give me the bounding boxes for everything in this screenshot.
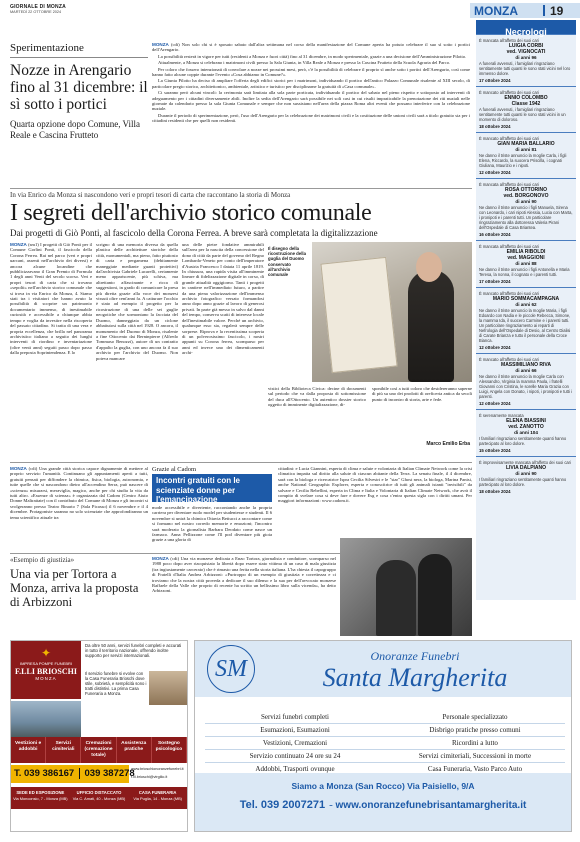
obituary-text: A funerali avvenuti, i famigliari ringraziano sentitamente tutti quanti le sono stati vicini nel loro immenso dolore. [479,61,571,76]
brioschi-email[interactable]: f.lli.brioschi@virgilio.it [131,775,168,779]
brioschi-intro: Da oltre 50 anni, servizi funebri completi e accurati in tutto il territorio nazionale, offrendo inoltre supporto per servizi internazionali. [85,643,182,659]
brioschi-company: F.LLI BRIOSCHI [15,667,77,676]
obituary-date: 17 ottobre 2024 [479,279,511,284]
archive-overline: In via Enrico da Monza si nascondono veri e propri tesori di carta che raccontano la storia di Monza [10,191,291,199]
section-label: MONZA [474,4,518,18]
brioschi-office [70,787,129,809]
obituary-name: LUIGIA CORBI [508,43,544,49]
obituary-entry [476,178,576,240]
cadom-col-1: mode accessibile e divertente, raccontando anche la propria carriera per diventare ruolo model per studentesse e studenti. Il 6 novembre si unirà la chimica Ottavia Bettucci a raccontare come si formano nel nostro corredo memorie e emozioni; l'incontro sarà moderato la giornalista Barbara Deodato come nasce un farmaco. Anna Pellizzone come l'll pod diventare più gioia grazie a una gloria di [152,505,272,543]
obituary-age: di anni 90 [515,471,537,476]
story-divider-2 [10,462,472,463]
margherita-service-item: Ricordini a lutto [385,737,565,750]
obituary-entry [476,86,576,132]
obituary-intro: È mancata all'affetto dei suoi cari [479,244,539,249]
obituary-subname: ved. MAGGIONI [507,255,545,261]
paper-name: GIORNALE DI MONZA [10,4,66,10]
obituary-list [476,34,576,497]
margherita-ad [194,640,572,832]
obituary-text: Ne danno il triste annuncio la moglie Carla, i figli Elena, Riccardo, la suocera Priscilla, i cognati Giuliana, Maurizio e i nipoti. [479,153,567,168]
obituary-intro: È mancato all'affetto dei suoi cari [479,136,539,141]
margherita-service-item: Addobbi, Trasporti ovunque [205,763,385,776]
portrait-figure-2 [418,554,452,636]
obituary-name: ROSA OTTORINO [505,187,547,193]
obituary-text: Ne danno il triste annuncio la moglie Maria, i figli Edoardo con Nadia e le piccole Rebecca, Simone, la mamma Ida, il suocero Carmine e i parenti tutti. Un particolare ringraziamento ai reparti di Nefrologia dell'Ospedale di Desio, al Centro Dialisi di Carate Brianza e tutto il personale della Croce Bianca. [479,308,571,343]
page-header [0,0,580,18]
cadom-col-2: cittadini: e Lucia Giannini, esperta di clima e salute e volontaria di Italian Climate Network come la crisi climatica impatta sul diritto alla salute di ciascun abitante della Terra. La senatu finale, il 4 dicembre, sarà con la biologa e ricercatrice Ispra Cecilia Silvestri e le "star" Ghost nera, la biologa, Marina Panisi, anche National Geographic Explorer, esperta e conoscitrice di tutti gli animali istanti "invisibili" da salvare e Cecilia Rebellini, esperta in Clima e Italia e Volontaria di Italian Climate Network, che avrà il compito di svelare cosa si deve fare e dovere Esg e cosa c'entra questa sigla con i diritti umani. Per maggiori informazioni: www.cadom.it. [278,466,472,504]
science-intro: MONZA (cdi) Una grande città storica capace dignamente di mettere al proprio servizio l'umanità. Continuano gli appuntamenti aperti a tutti, gratuiti pensati per diffondere la chimica, fisica, biologia, astronomia, e tutte quelle che si nascondono dietro all'accendino Serra, può nascere di «scienza» misurarsi, meraviglia, magico, anche per chi studia la vita da tutti altro. «Essenze di scienza» è organizzata dal Cadom (Centro Aiuto Donne Maltrattate) con il contributo del Comune di Monza e gli incontri si svolgeranno presso Teatro Binario 7 (Sala Picasso) il 6 novembre e il 4 dicembre. Protagoniste saranno no solo scienziate che approfondiranno un tema scientifico attuale tra [10,466,148,520]
archive-caption: Il disegno della ricostruzione della guglia del Duomo conservato all'archivio comunale [268,246,306,278]
obituary-name: EMILIA RIBOLDI [506,249,546,255]
page-number: 19 [550,4,564,18]
necrologi-heading-bar [476,20,576,37]
brioschi-logo-box [11,641,81,699]
margherita-monogram: SM [207,645,255,693]
brioschi-offices [11,787,187,809]
margherita-title: Santa Margherita [322,663,508,692]
obituary-age: di anni 90 [515,199,537,204]
obituary-age: di anni 81 [515,147,537,152]
archive-col-3: una delle pietre fondative ammirabili sull'area per la nascita della concessione del dono di città da parte del governo del Regno Lombardo-Veneto per conto dell'imperatore d'Austria Francesco I datata 11 aprile 1819. In chiusura, una rapida visita all'imminente lineare di fidelizzazione digitale in corso, di grande attualità oggigiorno. Tanti i progetti in cantiere nell'immediato futuro, a partire da una piena valorizzazione dell'immenso archivio fotografico versato formandosi anno dopo anno grazie al lavoro di generosi privati. In parte già messo in salvo dal danni del tempo, conserva scatti di interesse locale dell'inestimabile valore. Perché un archivio, qualunque esso sia, regalerà sempre delle sorprese. Riprova e la recentissima scoperta di un polverosissimo fascicolo, i nostri appunti su Corona ferrea, scomparso per anni ed invece uno dei dimenticamenti archi- [182,242,264,356]
obituary-name: LIVIA DALPIANO [505,465,547,471]
obituary-age: di anni 66 [515,368,537,373]
obituary-subname: ved. BORGONOVO [503,193,549,199]
document-drawing [320,257,397,373]
obituary-intro: È serenamente mancata [479,413,524,418]
section-kicker: Sperimentazione [10,42,84,54]
arengario-body: MONZA (cdi) Non solo chi si è sposato sabato dall'altra settimana nel corso della manifestazione del Comune aperta ha potuto celebrare il suo sì sotto i portici dell'Arengario. La possibilità resterà in vigore per tutti (residenti a Monza e fuori città) fino al 31 dicembre, in modo sperimentale, grazie a una decisione dell'Amministrazione Pilotto. Attualmente, a Monza si celebrano i matrimoni civili presso la Sala Giunta, in Villa Reale a Monza e presso la Cascina Frutteto della Scuola Agraria del Parco. Per coloro che fossero intenzionati di convolare a nozze nei prossimi mesi, però, c'è la possibilità di celebrare il proprio sì anche sotto i portici dell'Arengario, così come hanno fatto alcune coppie durante l'evento «Cosa abbiamo in Comune?». La Giunta Pilotto ha deciso di ampliare l'offerta degli edifici storici per i matrimoni, individuando il portico dell'antico Palazzo Comunale risalente al XIII secolo, di particolare pregio storico, architettonico, ambientale, artistico e turistico per disciplinarne la gratuità di «Casa comunale». Ci saranno però alcuni vincoli: la cerimonia sarà limitata alla sola parte porticata, individuando il portico del sabato nel pieno rispetto e sottoposto ad interventi di adeguamento per i cittadini diversamente abili. Inoltre la sedta dell'Arengario sarà possibile nei soli casi in cui risulti impraticabile la prenotazione dei riti nuziali nelle giornate da calendario presso la sala Giunta Comunale e sempre che non sussistano nell'area della piazza Roma altri eventi che possano interferire con la celebrazione nuziale. Durante il periodo di sperimentazione, però, l'uso dell'Arengario per la celebrazione dei matrimoni civili e la costituzione delle unioni civili sarà a titolo gratuito sia per i cittadini residenti che per quelli non residenti. [152,42,470,124]
section-tab [470,3,580,18]
margherita-service-item: Casa Funeraria, Vasto Parco Auto [385,763,565,776]
contact-separator: - [329,799,336,811]
kicker-rule [10,57,148,58]
margherita-service-item: Servizi cimiteriali, Successioni in morte [385,750,565,763]
brioschi-contacts [131,765,187,781]
margherita-services-right [385,711,565,776]
archive-col-5: sponibile così a tutti coloro che desidereranno saperne di più su uno dei prodotti di oreficeria antica da secoli punto di incontro di storia, arte e fede. [372,386,472,402]
archive-subheadline: Dai progetti di Giò Ponti, al fascicolo della Corona Ferrea. A breve sarà completata la digitalizzazione [10,228,378,238]
obituary-name: ENNIO COLOMBO [504,95,548,101]
margherita-website[interactable]: www.onoranzefunebrisantamargherita.it [335,800,527,811]
margherita-contact-row [195,795,571,813]
obituary-entry [476,132,576,178]
brioschi-city: MONZA [35,676,57,681]
brioschi-service-item: Cremazioni (cremazione totale) [81,737,116,763]
archive-author: Marco Emilio Erba [426,441,470,447]
brioschi-phones [11,765,135,783]
obituary-age: di anni 96 [515,55,537,60]
margherita-location-bar [195,773,571,831]
obituary-date: 17 ottobre 2024 [479,78,511,83]
obituary-intro: È mancato all'affetto dei suoi cari [479,90,539,95]
margherita-service-item: Servizio continuato 24 ore su 24 [205,750,385,763]
obituary-date: 12 ottobre 2024 [479,401,511,406]
brioschi-building-photo [11,701,81,737]
obituary-intro: È mancata all'affetto dei suoi cari [479,38,539,43]
brioschi-service-item: Assistenza pratiche [117,737,152,763]
brioschi-service-item: Sostegno psicologico [152,737,187,763]
brioschi-company-small: IMPRESA POMPE FUNEBRI [19,661,72,666]
margherita-services-left [205,711,385,776]
arengario-story [10,42,148,187]
margherita-service-item: Personale specializzato [385,711,565,724]
obituary-entry [476,34,576,86]
obituary-subname: ved. VIGNOCATI [506,49,546,55]
obituary-name: ELENA BIASSINI [506,418,546,424]
margherita-service-item: Disbrigo pratiche presso comuni [385,724,565,737]
archivist-figure [408,270,454,382]
margherita-service-item: Servizi funebri completi [205,711,385,724]
obituary-name: MARIO SOMMACAMPAGNA [492,296,560,302]
archive-col-1: MONZA (sm1) I progetti di Giò Ponti per il Comune Gorlini Ponti, il fascicolo della Corona Ferrea. Rai nel parco (veri e propri uarcani, assenti nell'archivio dei diversi) e ancora alcune locandine che pubblicizzavano il Gran Premio di Formula 1 degli anni Venti del secolo scorso. Veri e propri tesori di carta che si trovano «sepolti» nell'archivio storico comunale che si trova in via Enrico da Monza, 4. Siamo stati tra i visitatori che hanno avuto la possibilità di scoprire un patrimonio documentario immenso, di inestimabile curiosità e accessibile a chiunque abbia tempo e voglia da investire nella riscoperta del passato cittadino. Si tratta di una vera e propria eccellenza, che brilla nel panorama archivistico italiano a seguito dei lunghi interventi di riordino e inventariazione (oltre venti anni) seguiti passo dopo passo dalla preposta Soprintendenza. E lo [10,242,92,356]
obituary-subname: Classe 1942 [511,101,541,107]
archivist-head [416,252,442,282]
brioschi-service-text: Il servizio funebre si evolve con la Casa Funeraria Brioschi dove stile, sobrietà, e semplicità sono i tratti distintivi. La prima Casa Funeraria a Monza. [85,671,147,696]
tortora-body: MONZA (cdi) Una via monzese dedicata a Enzo Tortora, giornalista e conduttore, scomparso nel 1988 poco dopo aver riacquistato la libertà dopo essere stato vittima di un caso di mala giustizia (tra ingiustamente carcerato) che è rimasto una ferita nella storia italiana. L'ha chiesta il capogruppo di Fratelli d'Italia Andrea Arbizzoni: «Purtroppo di un esempio di giustizia e correttezza e ci troviamo che la nostra città proveda a dedicare il suo dilenso e la sua per dell'avvocato monzese Raffaele della Valle che proprio di recente ha scritto un bellissimo libro sulla vicenda», ha detto Arbizzoni. [152,556,336,594]
brioschi-office [128,787,187,809]
obituary-intro: È mancato all'affetto dei suoi cari [479,357,539,362]
obituary-age: di anni 62 [515,302,537,307]
cadom-headline-box [152,474,272,502]
brioschi-star-icon: ✦ [40,646,52,660]
margherita-service-item: Vestizioni, Cremazioni [205,737,385,750]
archive-headline: I segreti dell'archivio storico comunale [10,200,372,226]
cadom-headline: Incontri gratuiti con le scienziate donne per l'emancipazione [156,476,241,504]
obituary-entry [476,287,576,353]
obituary-text: I familiari ringraziano sentitamente quanti hanno partecipato al loro dolore. [479,477,567,487]
obituary-age: di anni 88 [515,261,537,266]
obituary-text: Ne danno il triste annuncio i figli Manuela, Sirena con Leonardo, i cari nipoti Alessia, Lucia con Marta, i pronipoti e i parenti tutti. Un particolare ringraziamento alla dottoressa Valeria Pirani dell'Ospedale di Casa Briantea. [479,205,573,230]
margherita-subtitle: Onoranze Funebri [370,649,460,663]
portrait-figure [376,560,416,636]
brioschi-office [11,787,70,809]
obituary-date: 12 ottobre 2024 [479,345,511,350]
archive-col-2: scrigno di una memoria diversa da quella plastica delle architetture storiche della città, monumentali, ma pieno, fatto piuttosto di carta e pergamena (debitamente maneggiate mediante guanti protettivi) dal'archivista Gabriele Lucarelli, certamente meno appariscente, più schiva, ma altrettanto affascinante e ricca di suggestioni, in grado di comunicare la presa più diretta grazie alla voce dei monzesi vissuti oltre cent'anni fa. A catturare l'occhio è stato ad esempio il progetto per la ricostruzione di una delle sei guglie neogotiche che sormontano la facciata del Duomo, danneggiata da un ciclone abbattutosi sulla città nel 1928. O ancora, il monumento del Duomo di Monza, risalente a fine Ottocento dai Berninpierre (Alfredo Tommaso Benozzi), autore di un contratto d'appalto la guglia, con uno ancora fa il suo archivio per l'archivio del Duomo. Non poteva mancare [96,242,178,361]
archive-photo [312,242,472,382]
necrologi-column [476,20,576,600]
necrologi-heading: Necrologi [505,27,547,37]
tortora-headline-block [10,556,148,636]
brioschi-service-item: Vestizioni e addobbi [11,737,46,763]
archive-col-4: vistici della Biblioteca Civica: decine di documenti sul periodo che va dalla proposta di sottomissione del duca all'Ottocento. Un autentico dossier storico oggetto di imminente digitalizzazione, di- [268,386,366,408]
obituary-name: MASSIMILIANO RIVA [501,362,551,368]
margherita-phone[interactable]: Tel. 039 2007271 [239,799,326,811]
headline: Nozze in Arengario fino al 31 dicembre: il sì sotto i portici [10,62,148,113]
section-divider [543,5,545,16]
brioschi-office-label: SEDE ED ESPOSIZIONE [16,790,65,795]
margherita-header [195,641,571,697]
obituary-intro: È improvvisamente mancata all'affetto dei suoi cari [479,460,571,465]
brioschi-website[interactable]: www.brioschionoranzefunebri.it [131,767,184,771]
obituary-intro: È mancato all'affetto dei suoi cari [479,291,539,296]
obituary-entry [476,240,576,287]
obituary-text: A funerali avvenuti, i famigliari ringraziano sentitamente tutti quanti le sono stati vicini in un momento di doloroso. [479,107,566,122]
obituary-entry [476,353,576,409]
obituary-entry [476,456,576,497]
obituary-date: 15 ottobre 2024 [479,448,511,453]
tortora-overline: «Esempio di giustizia» [10,556,75,564]
obituary-text: I familiari ringraziano sentitamente quanti hanno partecipato al loro dolore. [479,436,567,446]
margherita-service-item: Esumazioni, Esumazioni [205,724,385,737]
brioschi-services-bar [11,737,187,763]
brioschi-office-label: UFFICIO DISTACCATO [76,790,122,795]
obituary-text: Ne danno il triste annuncio la moglie Carla con Alessandro, Virginia la mamma Paola, i fratelli Giovanni con Cristina, le sorelle Maria Grazia con Luigi, Angela con Donato, i nipoti, i pronipoti e tutti i parenti. [479,374,572,399]
tortora-photo [340,538,472,636]
brioschi-ad [10,640,188,832]
phone-separator [79,768,80,779]
brioschi-interior-photo [149,671,187,705]
obituary-text: Ne danno il triste annuncio i figli Antonella e Maria Teresa, la nonna, il cognato e i parenti tutti. [479,267,570,277]
brioschi-office-address: Via Puglia, 14 - Monza (MB) [133,796,182,801]
brioschi-phone-1[interactable]: T. 039 386167 [14,768,75,779]
obituary-entry [476,409,576,456]
brioschi-office-address: Via Monconsio, 7 - Monza (MB) [13,796,68,801]
brioschi-phone-2[interactable]: 039 387278 [84,768,135,779]
brioschi-office-label: CASA FUNERARIA [138,790,177,795]
story-divider [10,188,472,189]
obituary-age: di anni 104 [514,430,538,435]
cadom-overline: Grazie al Cadom [152,466,197,473]
obituary-date: 16 ottobre 2024 [479,232,511,237]
brioschi-office-address: Via C. Amati, 40 - Monza (MB) [72,796,126,801]
issue-date: MARTEDÌ 22 OTTOBRE 2024 [10,10,62,14]
obituary-subname: ved. ZANOTTO [508,424,544,430]
obituary-date: 12 ottobre 2024 [479,170,511,175]
brioschi-service-item: Servizi cimiteriali [46,737,81,763]
obituary-date: 18 ottobre 2024 [479,489,511,494]
margherita-location: Siamo a Monza (San Rocco) Via Paisiello, 9/A [291,781,475,791]
obituary-intro: È mancata all'affetto dei suoi cari [479,182,539,187]
obituary-name: GIAN MARIA BALLARIO [497,141,555,147]
dateline: MONZA [152,42,169,47]
subheadline: Quarta opzione dopo Comune, Villa Reale e Cascina Frutteto [10,119,141,140]
obituary-date: 18 ottobre 2024 [479,124,511,129]
tortora-headline: Una via per Tortora a Monza, arriva la proposta di Arbizzoni [10,567,139,609]
